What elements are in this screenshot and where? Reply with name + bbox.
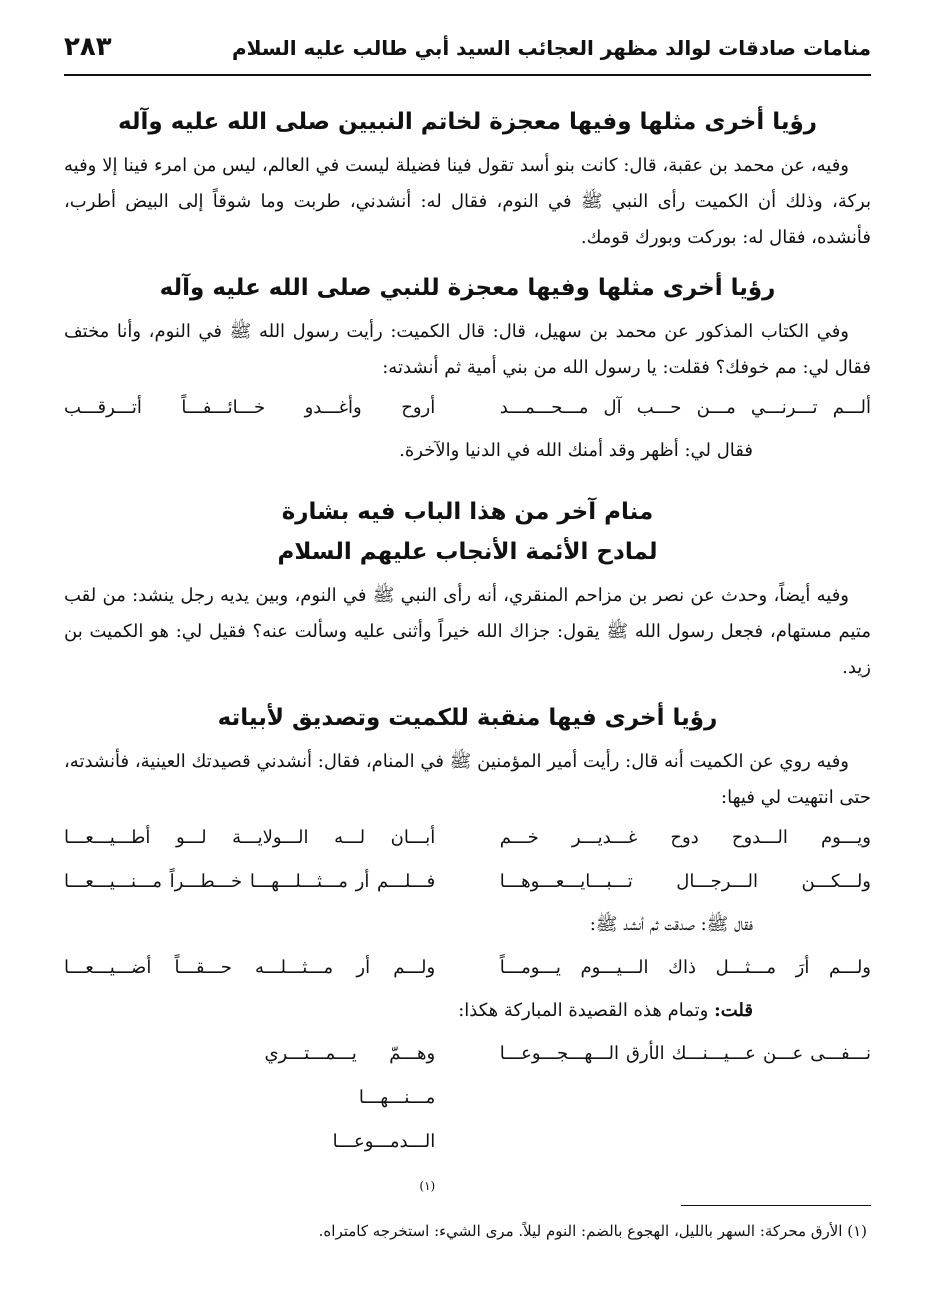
footnote-reference[interactable]: (١) — [419, 1179, 436, 1193]
section-heading-1: رؤيا أخرى مثلها وفيها معجزة لخاتم النبيين صلى الله عليه وآله — [117, 109, 818, 135]
verse-second-hemistich: ولـــم أر مـــثـــلـــه حـــقـــاً أضـــيـــعـــا — [64, 957, 436, 978]
verse-couplet-3 — [64, 860, 871, 904]
paragraph-2-response: فقال لي: أظهر وقد أمنك الله في الدنيا والآخرة. — [399, 440, 753, 461]
verse-first-hemistich: ولـــكـــن الـــرجـــال تـــبـــايـــعـــوهـــا — [499, 871, 871, 892]
page-number: ٢٨٣ — [64, 32, 112, 62]
verse-first-hemistich: ألـــم تـــرنـــي مـــن حـــب آل مـــحـــمـــد — [499, 397, 871, 418]
verse-first-hemistich: ولـــم أرَ مـــثـــل ذاك الـــيـــوم يـــومـــاً — [499, 957, 871, 978]
footnote — [64, 1218, 867, 1244]
verse-couplet-4 — [64, 946, 871, 990]
paragraph-3 — [64, 578, 871, 686]
verse-second-hemistich — [64, 1032, 435, 1208]
section-heading-2: رؤيا أخرى مثلها وفيها معجزة للنبي صلى الله عليه وآله — [159, 275, 776, 301]
verse-text: وهـــمّ يـــمـــتـــري مـــنـــهـــا الـــدمـــوعـــا — [264, 1043, 436, 1152]
page-body — [64, 102, 871, 1208]
running-title: منامات صادقات لوالد مظهر العجائب السيد أبي طالب عليه السلام — [232, 36, 871, 60]
paragraph-4 — [64, 744, 871, 816]
author-note-text: وتمام هذه القصيدة المباركة هكذا: — [458, 1000, 709, 1021]
verse-second-hemistich: أروح وأغـــدو خـــائـــفـــاً أتـــرقـــب — [64, 397, 436, 418]
verse-couplet-1 — [64, 386, 871, 430]
section-heading-3-line-1: منام آخر من هذا الباب فيه بشارة — [281, 499, 654, 525]
author-note-label: قلت: — [714, 1000, 753, 1021]
verse-couplet-5 — [64, 1032, 871, 1208]
imam-response-line: فقال ﷺ: صدقت ثم أنشد ﷺ: — [589, 914, 753, 935]
footnote-text: الأرق محركة: السهر بالليل، الهجوع بالضم: النوم ليلاً. مرى الشيء: استخرجه كامتراه. — [318, 1222, 843, 1240]
verse-first-hemistich: ويـــوم الـــدوح دوح غـــديـــر خـــم — [499, 827, 871, 848]
paragraph-2-text: وفي الكتاب المذكور عن محمد بن سهيل، قال: قال الكميت: رأيت رسول الله ﷺ في النوم، وأنا مختف فقال لي: مم خوفك؟ فقلت: يا رسول الله من بني أمية ثم أنشدته: — [64, 321, 871, 378]
paragraph-4-text: وفيه روي عن الكميت أنه قال: رأيت أمير المؤمنين ﷺ في المنام، فقال: أنشدني قصيدتك العينية، فأنشدته، حتى انتهيت لي فيها: — [64, 751, 871, 808]
section-heading-4: رؤيا أخرى فيها منقبة للكميت وتصديق لأبياته — [217, 705, 718, 731]
verse-second-hemistich: فـــلـــم أر مـــثـــلـــهـــا خـــطـــراً مـــنـــيـــعـــا — [64, 871, 436, 892]
verse-couplet-2 — [64, 816, 871, 860]
paragraph-3-text: وفيه أيضاً، وحدث عن نصر بن مزاحم المنقري، أنه رأى النبي ﷺ في النوم، وبين يديه رجل ينشد: من لقب متيم مستهام، فجعل رسول الله ﷺ يقول: جزاك الله خيراً وأثنى عليه وسألت عنه؟ فقيل لي: هو الكميت بن زيد. — [64, 585, 871, 678]
section-heading-3-line-2: لمادح الأئمة الأنجاب عليهم السلام — [277, 539, 658, 565]
verse-first-hemistich: نـــفـــى عـــن عـــيـــنـــك الأرق الـــهـــجـــوعـــا — [499, 1043, 871, 1064]
footnote-number: (١) — [847, 1222, 867, 1240]
paragraph-1-text: وفيه، عن محمد بن عقبة، قال: كانت بنو أسد تقول فينا فضيلة ليست في العالم، ليس من امرء فينا إلا وفيه بركة، وذلك أن الكميت رأى النبي ﷺ في النوم، فقال له: أنشدني، طربت وما شوقاً إلى البيض أطرب، فأنشده، فقال له: بوركت وبورك قومك. — [64, 155, 871, 248]
footnote-divider — [681, 1205, 871, 1206]
author-note-line — [64, 990, 871, 1032]
verse-second-hemistich: أبـــان لـــه الـــولايـــة لـــو أطـــيـــعـــا — [64, 827, 436, 848]
paragraph-1 — [64, 148, 871, 256]
paragraph-2 — [64, 314, 871, 386]
running-header — [64, 30, 871, 76]
